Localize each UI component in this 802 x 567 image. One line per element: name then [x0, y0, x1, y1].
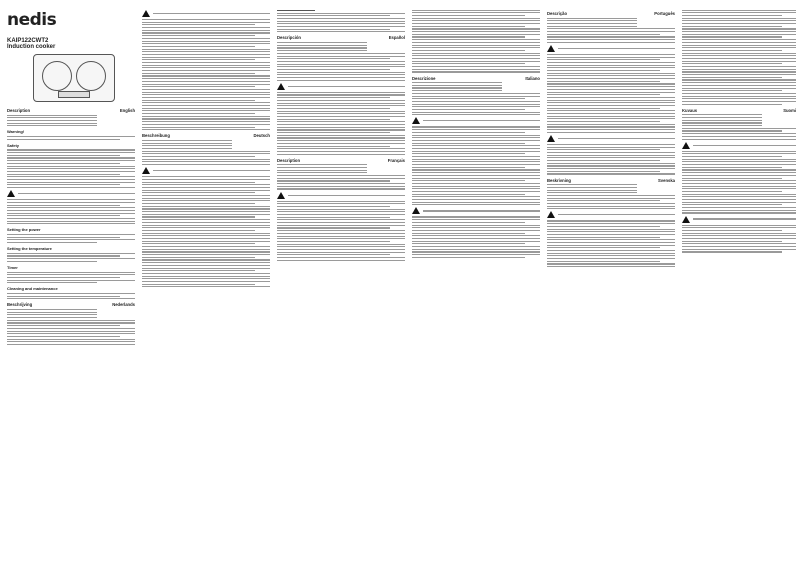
hazard-warning: [412, 117, 540, 124]
column-1: [7, 8, 135, 560]
warning-triangle-icon: [547, 135, 555, 142]
cleaning-heading: Cleaning and maintenance: [7, 286, 58, 292]
warning-triangle-icon: [277, 192, 285, 199]
warning-triangle-icon: [682, 142, 690, 149]
hazard-warning: [7, 190, 135, 197]
warning-triangle-icon: [7, 190, 15, 197]
safety-heading: Safety: [7, 142, 20, 148]
induction-cooker-illustration: [33, 54, 115, 102]
control-panel: [58, 91, 90, 98]
setting-power-heading: Setting the power: [7, 227, 41, 233]
hazard-warning: [277, 192, 405, 199]
brand-logo: nedis: [7, 10, 57, 30]
hazard-warning: [142, 167, 270, 174]
section-header-portugues: Descrição Português: [547, 11, 675, 16]
warning-triangle-icon: [277, 83, 285, 90]
hob-ring-right: [76, 61, 106, 91]
warning-triangle-icon: [682, 216, 690, 223]
column-2: [142, 8, 270, 560]
hazard-warning: [547, 211, 675, 218]
section-header-espanol: Descripción Español: [277, 35, 405, 41]
hazard-warning: [547, 45, 675, 52]
product-name: Induction cooker: [7, 44, 56, 50]
section-header-francais: Description Français: [277, 157, 405, 163]
timer-heading: Timer: [7, 264, 18, 270]
warning-triangle-icon: [547, 211, 555, 218]
column-3: [277, 8, 405, 560]
section-header-deutsch: Beschreibung Deutsch: [142, 133, 270, 139]
hazard-warning: [682, 142, 796, 149]
warning-triangle-icon: [547, 45, 555, 52]
section-header-suomi: Kuvaus Suomi: [682, 107, 796, 113]
hazard-warning: [412, 207, 540, 214]
hazard-warning: [277, 83, 405, 90]
warning-triangle-icon: [142, 167, 150, 174]
section-header-svenska: Beskrivning Svenska: [547, 177, 675, 183]
hazard-warning: [547, 135, 675, 142]
hazard-warning: [682, 216, 796, 223]
hazard-warning: [142, 10, 270, 17]
column-5: [547, 8, 675, 560]
hob-ring-left: [42, 61, 72, 91]
warning-triangle-icon: [412, 117, 420, 124]
warning-heading: Warning!: [7, 129, 25, 135]
model-number: KAIP122CWT2: [7, 38, 49, 44]
warning-triangle-icon: [412, 207, 420, 214]
section-header-italiano: Descrizione Italiano: [412, 75, 540, 81]
warning-triangle-icon: [142, 10, 150, 17]
section-header-nederlands: Beschrijving Nederlands: [7, 302, 135, 308]
column-6: [682, 8, 796, 560]
column-4: [412, 8, 540, 560]
section-header-english: Description English: [7, 108, 135, 113]
setting-temp-heading: Setting the temperature: [7, 246, 52, 252]
